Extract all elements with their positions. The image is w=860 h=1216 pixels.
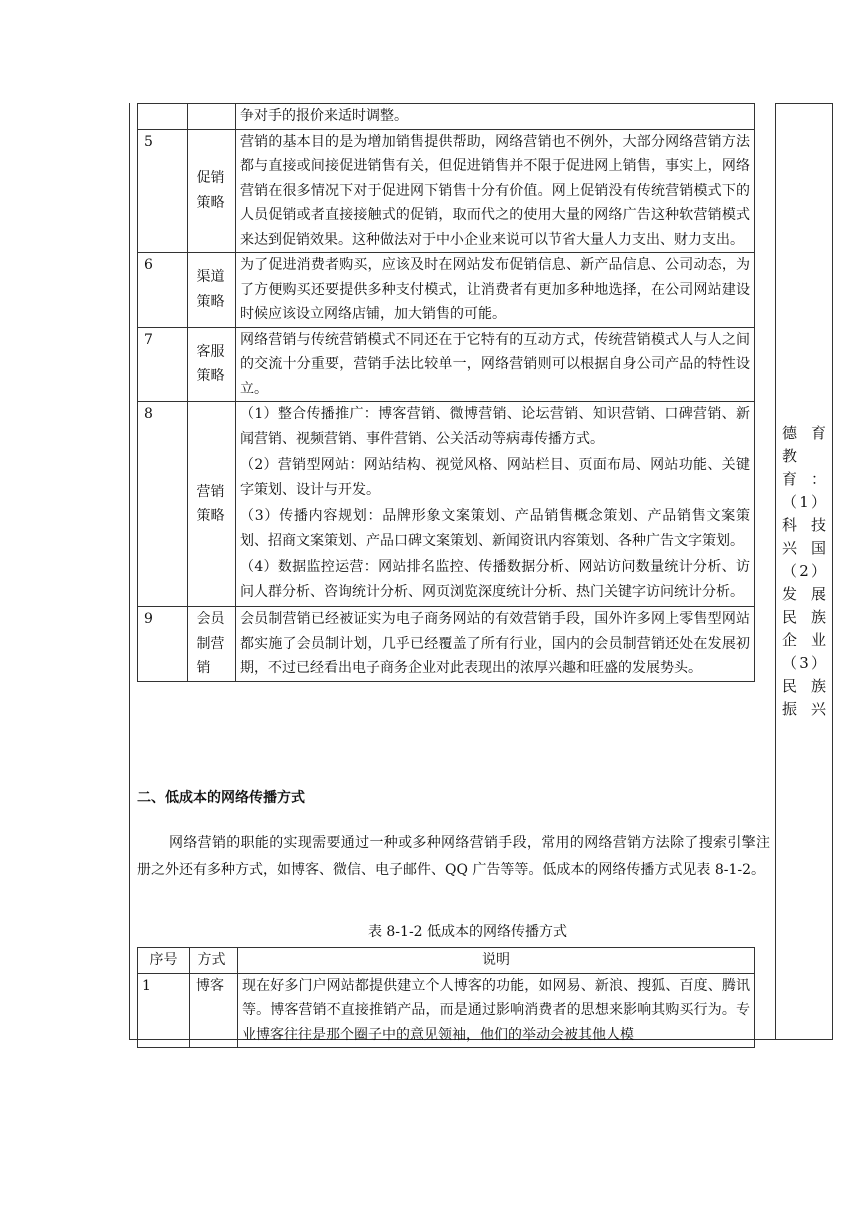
table-header-row [138,948,755,974]
row-description [236,402,755,607]
row-number: 5 [138,129,188,253]
header-cell: 说明 [238,948,755,974]
low-cost-table [137,947,755,1048]
description-paragraph: （2）营销型网站：网站结构、视觉风格、网站栏目、页面布局、网站功能、关键字策划、设计与开发。 [240,457,750,498]
row-description [236,253,755,328]
row-description [236,327,755,402]
description-paragraph: （3）传播内容规划：品牌形象文案策划、产品销售概念策划、产品销售文案策划、招商文案策划、产品口碑文案策划、新闻资讯内容策划、各种广告文字策划。 [240,508,750,549]
row-category [188,607,236,682]
description-paragraph: 营销的基本目的是为增加销售提供帮助，网络营销也不例外，大部分网络营销方法都与直接或间接促进销售有关，但促进销售并不限于促进网上销售，事实上，网络营销在很多情况下对于促进网下销售十分有价值。网上促销没有传统营销模式下的人员促销或者直接接触式的促销，取而代之的使用大量的网络广告这种软营销模式来达到促销效果。这种做法对于中小企业来说可以节省大量人力支出、财力支出。 [240,133,750,248]
row-number [138,104,188,130]
table-row [138,129,755,253]
table-row [138,973,755,1048]
header-cell: 方式 [190,948,238,974]
description-paragraph: （4）数据监控运营：网站排名监控、传播数据分析、网站访问数量统计分析、访问人群分析、咨询统计分析、网页浏览深度统计分析、热门关键字访问统计分析。 [240,559,750,600]
row-description [236,104,755,130]
row-number: 8 [138,402,188,607]
body-paragraph: 网络营销的职能的实现需要通过一种或多种网络营销手段，常用的网络营销方法除了搜索引擎注册之外还有多种方式，如博客、微信、电子邮件、QQ 广告等等。低成本的网络传播方式见表 8-1-2。 [137,835,770,878]
description-paragraph: （1）整合传播推广：博客营销、微博营销、论坛营销、知识营销、口碑营销、新闻营销、视频营销、事件营销、公关活动等病毒传播方式。 [240,406,750,447]
row-category-label: 营销策略 [196,483,225,524]
section-heading: 二、低成本的网络传播方式 [137,790,305,806]
moral-education-note: 德 育 教育： （1） 科 技 兴国 （2） 发 展 民 族 企业 （3） 民 族 振兴 [782,424,826,718]
table-caption: 表 8-1-2 低成本的网络传播方式 [367,924,568,940]
row-category [188,129,236,253]
row-description [236,129,755,253]
table-row [138,327,755,402]
row-description: 现在好多门户网站都提供建立个人博客的功能，如网易、新浪、搜狐、百度、腾讯等。博客营销不直接推销产品，而是通过影响消费者的思想来影响其购买行为。专业博客往往是那个圈子中的意见领袖，他们的举动会被其他人模 [238,973,755,1048]
row-category-label: 客服策略 [196,343,225,385]
row-category-label: 会员制营销 [196,611,225,676]
row-number: 9 [138,607,188,682]
row-number: 6 [138,253,188,328]
table-row [138,607,755,682]
description-paragraph: 会员制营销已经被证实为电子商务网站的有效营销手段，国外许多网上零售型网站都实施了会员制计划，几乎已经覆盖了所有行业，国内的会员制营销还处在发展初期，不过已经看出电子商务企业对此表现出的浓厚兴趣和旺盛的发展势头。 [240,611,750,676]
row-description [236,607,755,682]
table-row [138,402,755,607]
row-category-label: 渠道策略 [196,269,225,310]
row-method: 博客 [190,973,238,1048]
description-paragraph: 网络营销与传统营销模式不同还在于它特有的互动方式，传统营销模式人与人之间的交流十分重要，营销手法比较单一，网络营销则可以根据自身公司产品的特性设立。 [240,331,750,397]
strategy-table [137,103,755,682]
row-number: 1 [138,973,190,1048]
row-category [188,402,236,607]
row-category [188,327,236,402]
row-category [188,104,236,130]
description-paragraph: 争对手的报价来适时调整。 [240,108,408,124]
row-category-label: 促销策略 [196,170,225,211]
table-row [138,104,755,130]
table-row [138,253,755,328]
moral-education-column [776,103,833,1040]
row-category [188,253,236,328]
row-number: 7 [138,327,188,402]
description-paragraph: 为了促进消费者购买，应该及时在网站发布促销信息、新产品信息、公司动态，为了方便购买还要提供多种支付模式，让消费者有更加多种地选择，在公司网站建设时候应该设立网络店铺，加大销售的可能。 [240,257,750,322]
header-cell: 序号 [138,948,190,974]
